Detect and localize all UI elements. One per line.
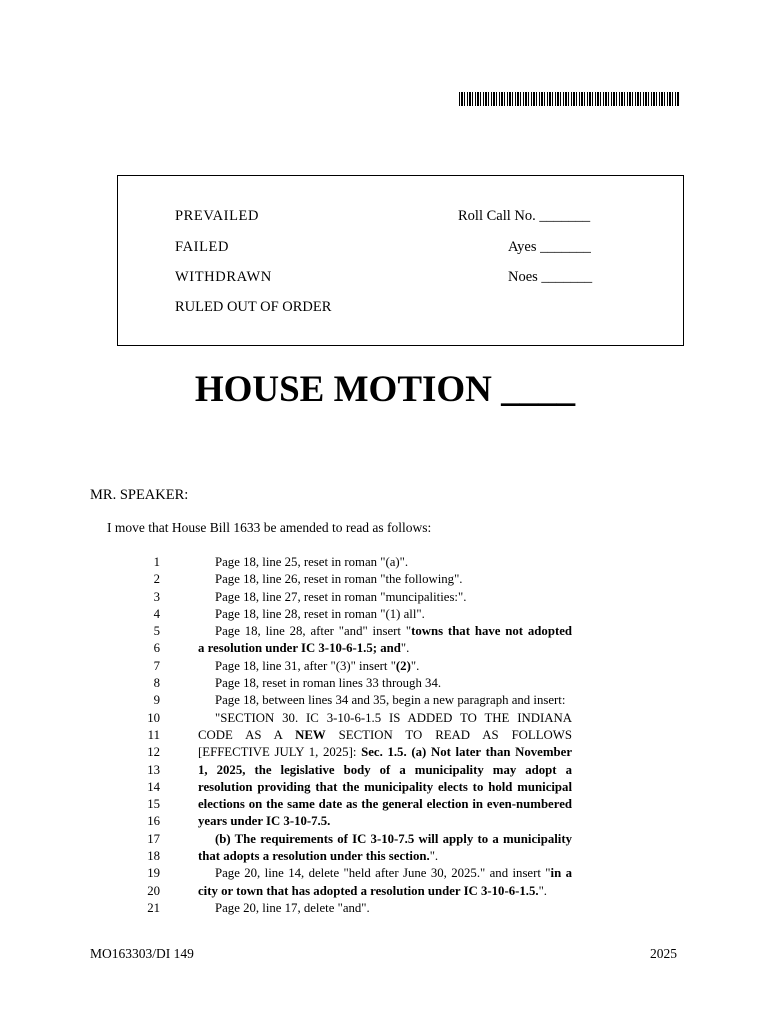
bold-text: towns that have not adopted (411, 624, 573, 639)
amendment-line (0, 623, 770, 640)
line-number: 2 (153, 572, 160, 587)
failed-label: FAILED (175, 239, 230, 255)
line-number: 9 (153, 693, 160, 708)
amendment-line (0, 554, 770, 571)
bold-text: city or town that has adopted a resolution under IC 3-10-6-1.5. (198, 883, 539, 898)
line-text (198, 606, 572, 623)
line-text (198, 796, 572, 813)
bold-text: in a (550, 866, 572, 881)
text-segment: Page 20, line 17, delete "and". (215, 900, 370, 915)
bold-text: years under IC 3-10-7.5. (198, 814, 331, 829)
roll-call-field: Roll Call No. _______ (458, 208, 591, 224)
line-number: 7 (153, 658, 160, 673)
bold-text: a resolution under IC 3-10-6-1.5; and (198, 641, 401, 656)
document-title: HOUSE MOTION ____ (194, 369, 576, 410)
line-text (198, 675, 572, 692)
amendment-line (0, 692, 770, 709)
salutation: MR. SPEAKER: (90, 487, 189, 503)
line-number: 19 (147, 866, 160, 881)
ayes-field: Ayes _______ (508, 239, 591, 255)
line-number: 4 (153, 606, 160, 621)
motion-intro: I move that House Bill 1633 be amended to read as follows: (107, 520, 432, 535)
amendment-line (0, 900, 770, 917)
bold-text: (2) (395, 658, 411, 673)
text-segment: ". (400, 641, 410, 656)
line-text (198, 658, 572, 675)
line-number: 11 (147, 727, 160, 742)
line-text (198, 883, 572, 900)
line-text (198, 640, 572, 657)
barcode (459, 92, 679, 106)
vote-status-box (117, 175, 684, 346)
bold-text: elections on the same date as the general election in even-numbered (198, 797, 572, 812)
line-text (198, 727, 572, 744)
text-segment: ". (410, 658, 420, 673)
amendment-line (0, 710, 770, 727)
text-segment: Page 18, line 26, reset in roman "the following". (215, 572, 463, 587)
amendment-lines (0, 554, 770, 917)
ruled-out-label: RULED OUT OF ORDER (175, 299, 332, 315)
text-segment: "SECTION 30. IC 3-10-6-1.5 IS ADDED TO THE INDIANA (215, 710, 572, 725)
document-id: MO163303/DI 149 (90, 946, 194, 961)
amendment-line (0, 727, 770, 744)
amendment-line (0, 865, 770, 882)
document-year: 2025 (650, 946, 677, 961)
amendment-line (0, 813, 770, 830)
text-segment: ". (538, 883, 547, 898)
line-text (198, 554, 572, 571)
text-segment: ". (429, 849, 439, 864)
text-segment: Page 18, line 28, reset in roman "(1) all". (215, 606, 425, 621)
line-text (198, 571, 572, 588)
line-number: 18 (147, 849, 160, 864)
line-text (198, 623, 572, 640)
line-text (198, 865, 572, 882)
line-number: 21 (147, 900, 160, 915)
prevailed-label: PREVAILED (175, 208, 260, 224)
bold-text: resolution providing that the municipality elects to hold municipal (198, 779, 572, 794)
line-text (198, 762, 572, 779)
bold-text: that adopts a resolution under this section. (198, 849, 430, 864)
line-text (198, 779, 572, 796)
line-number: 3 (153, 589, 160, 604)
amendment-line (0, 571, 770, 588)
line-text (198, 692, 572, 709)
line-text (198, 813, 572, 830)
line-text (198, 744, 572, 761)
amendment-line (0, 640, 770, 657)
amendment-line (0, 762, 770, 779)
amendment-line (0, 883, 770, 900)
line-number: 6 (153, 641, 160, 656)
noes-field: Noes _______ (508, 269, 593, 285)
line-number: 8 (153, 676, 160, 691)
line-number: 16 (147, 814, 160, 829)
amendment-line (0, 779, 770, 796)
amendment-line (0, 675, 770, 692)
text-segment: Page 18, between lines 34 and 35, begin a new paragraph and insert: (215, 693, 566, 708)
line-text (198, 900, 572, 917)
bold-text: 1, 2025, the legislative body of a municipality may adopt a (198, 762, 572, 777)
text-segment: [EFFECTIVE JULY 1, 2025]: (198, 745, 362, 760)
line-number: 1 (153, 555, 160, 569)
bold-text: NEW (295, 727, 326, 742)
amendment-line (0, 796, 770, 813)
amendment-line (0, 658, 770, 675)
text-segment: Page 18, line 27, reset in roman "muncipalities:". (215, 589, 467, 604)
line-number: 13 (147, 762, 160, 777)
line-text (198, 589, 572, 606)
line-text (198, 831, 572, 848)
text-segment: Page 18, reset in roman lines 33 through 34. (215, 676, 442, 691)
text-segment: SECTION TO READ AS FOLLOWS (325, 727, 572, 742)
text-segment: Page 18, line 28, after "and" insert " (215, 624, 412, 639)
text-segment: Page 20, line 14, delete "held after June 30, 2025." and insert " (215, 866, 551, 881)
bold-text: Sec. 1.5. (a) Not later than November (361, 745, 573, 760)
amendment-line (0, 606, 770, 623)
amendment-line (0, 589, 770, 606)
line-text (198, 710, 572, 727)
line-number: 17 (147, 831, 160, 846)
line-number: 5 (153, 624, 160, 639)
amendment-line (0, 848, 770, 865)
line-text (198, 848, 572, 865)
line-number: 14 (147, 779, 160, 794)
line-number: 15 (147, 797, 160, 812)
withdrawn-label: WITHDRAWN (175, 269, 272, 285)
text-segment: CODE AS A (198, 727, 296, 742)
amendment-line (0, 744, 770, 761)
line-number: 10 (147, 710, 160, 725)
text-segment: Page 18, line 31, after "(3)" insert " (215, 658, 396, 673)
line-number: 12 (147, 745, 160, 760)
line-number: 20 (147, 883, 160, 898)
bold-text: (b) The requirements of IC 3-10-7.5 will apply to a municipality (215, 831, 572, 846)
text-segment: Page 18, line 25, reset in roman "(a)". (215, 555, 409, 569)
amendment-line (0, 831, 770, 848)
